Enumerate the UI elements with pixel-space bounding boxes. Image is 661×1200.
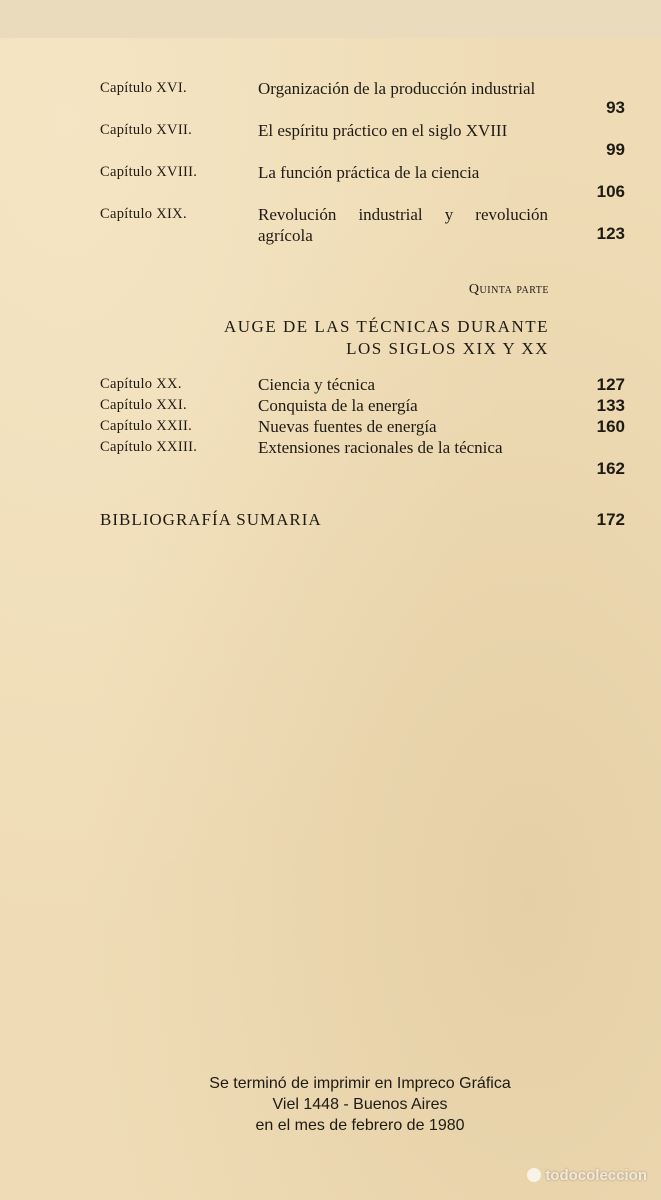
chapter-label bbox=[100, 395, 258, 416]
colophon-line-3: en el mes de febrero de 1980 bbox=[255, 1117, 465, 1134]
page-number: 160 bbox=[596, 417, 625, 436]
chapter-number: XVIII. bbox=[156, 164, 198, 180]
chapter-word: Capítulo bbox=[100, 206, 153, 222]
toc-entry-xix bbox=[100, 204, 625, 246]
watermark-text: todocoleccion bbox=[545, 1167, 647, 1184]
chapter-label bbox=[100, 78, 258, 99]
toc-entry-xvii bbox=[100, 120, 625, 162]
part-label bbox=[100, 282, 549, 298]
colophon bbox=[150, 1073, 570, 1136]
chapter-title: Conquista de la energía bbox=[258, 396, 418, 415]
chapter-title: Nuevas fuentes de energía bbox=[258, 417, 437, 436]
chapter-label bbox=[100, 120, 258, 141]
bibliography-entry bbox=[100, 510, 625, 530]
chapter-number: XX. bbox=[156, 376, 182, 392]
chapter-word: Capítulo bbox=[100, 80, 153, 96]
chapter-number: XXIII. bbox=[156, 439, 198, 455]
chapter-word: Capítulo bbox=[100, 376, 153, 392]
chapter-word: Capítulo bbox=[100, 418, 153, 434]
colophon-line-2: Viel 1448 - Buenos Aires bbox=[272, 1096, 448, 1113]
chapter-title: El espíritu práctico en el siglo XVIII bbox=[258, 121, 508, 140]
chapter-number: XVII. bbox=[156, 122, 193, 138]
chapter-title: Revolución industrial y revolución agrícola bbox=[258, 205, 548, 245]
toc-entry-xx bbox=[100, 374, 625, 395]
page-number: 127 bbox=[596, 375, 625, 394]
chapter-label bbox=[100, 416, 258, 437]
colophon-line-1: Se terminó de imprimir en Impreco Gráfica bbox=[209, 1075, 511, 1092]
page-number: 133 bbox=[596, 396, 625, 415]
toc-entry-xxi bbox=[100, 395, 625, 416]
chapter-title: Extensiones racionales de la técnica bbox=[258, 438, 503, 457]
page-number: 172 bbox=[596, 510, 625, 529]
chapter-number: XXI. bbox=[156, 397, 187, 413]
chapter-number: XIX. bbox=[156, 206, 187, 222]
page-number: 106 bbox=[596, 182, 625, 201]
section-heading-line-1: AUGE DE LAS TÉCNICAS DURANTE bbox=[223, 317, 549, 336]
part-label-text: Quinta parte bbox=[468, 282, 549, 297]
bibliography-label: BIBLIOGRAFÍA SUMARIA bbox=[100, 510, 322, 529]
chapter-title: Ciencia y técnica bbox=[258, 375, 376, 394]
chapter-number: XVI. bbox=[156, 80, 187, 96]
page-top-edge bbox=[0, 0, 661, 38]
page-number: 162 bbox=[596, 459, 625, 478]
section-heading-line-2: LOS SIGLOS XIX Y XX bbox=[346, 339, 549, 358]
chapter-title: La función práctica de la ciencia bbox=[258, 163, 480, 182]
chapter-label bbox=[100, 437, 258, 458]
watermark-logo-icon bbox=[527, 1168, 541, 1182]
chapter-number: XXII. bbox=[156, 418, 193, 434]
toc-entry-xviii bbox=[100, 162, 625, 204]
chapter-word: Capítulo bbox=[100, 164, 153, 180]
section-heading bbox=[100, 316, 549, 360]
chapter-label bbox=[100, 374, 258, 395]
toc-entry-xxii bbox=[100, 416, 625, 437]
toc-list-part-four bbox=[100, 78, 625, 246]
chapter-word: Capítulo bbox=[100, 397, 153, 413]
watermark bbox=[527, 1167, 647, 1184]
chapter-word: Capítulo bbox=[100, 122, 153, 138]
toc-entry-xvi bbox=[100, 78, 625, 120]
toc-entry-xxiii bbox=[100, 437, 625, 479]
chapter-title: Organización de la producción industrial bbox=[258, 79, 536, 98]
chapter-label bbox=[100, 204, 258, 225]
page-number: 93 bbox=[606, 98, 625, 117]
page-number: 123 bbox=[596, 224, 625, 243]
toc-list-part-five bbox=[100, 374, 625, 479]
chapter-label bbox=[100, 162, 258, 183]
chapter-word: Capítulo bbox=[100, 439, 153, 455]
page-number: 99 bbox=[606, 140, 625, 159]
